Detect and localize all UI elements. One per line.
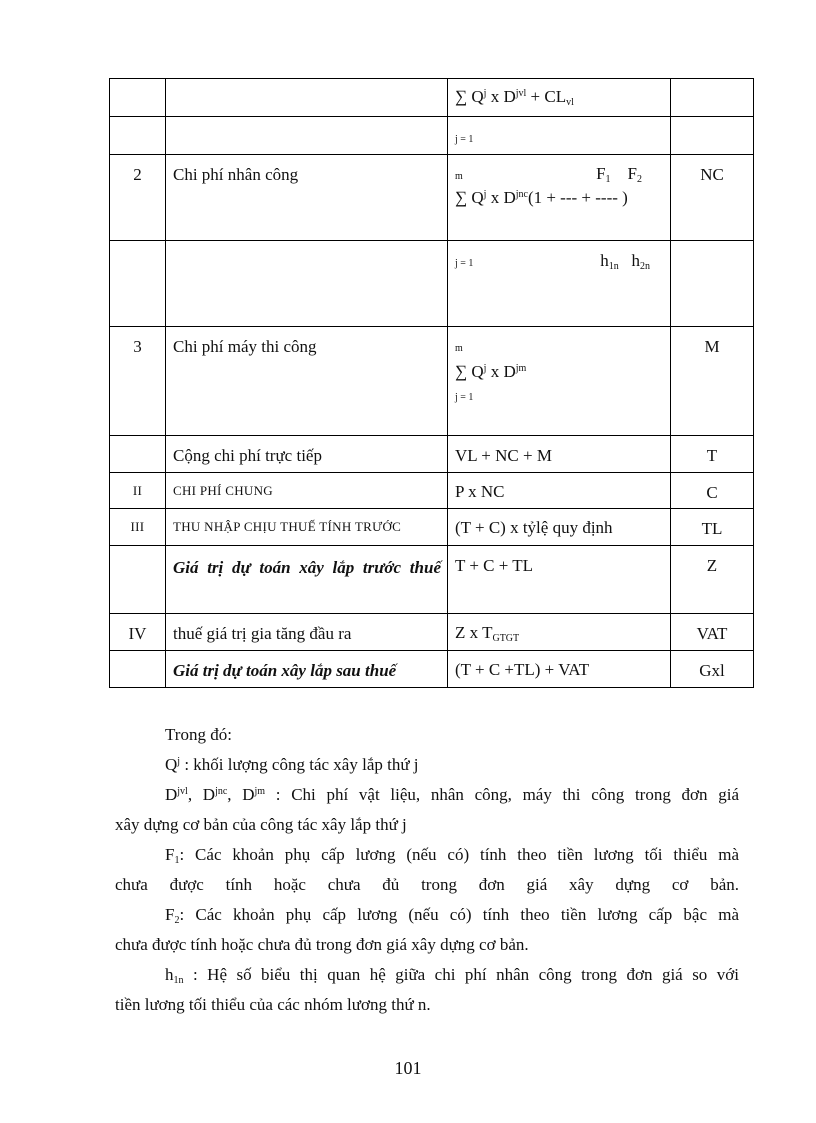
- row-description: CHI PHÍ CHUNG: [166, 473, 448, 509]
- table-row: [110, 614, 754, 651]
- note-d: $D^{jvl}$, $D^{jnc}$, $D^{jm}$ : Chi phí vật liệu, nhân công, máy thi công trong đơn giá: [165, 785, 739, 804]
- table-row: [110, 473, 754, 509]
- row-formula: VL + NC + M: [448, 436, 671, 473]
- table-row: [110, 651, 754, 688]
- row-description: thuế giá trị gia tăng đầu ra: [166, 614, 448, 651]
- row-number: IV: [110, 614, 166, 651]
- row-description: Chi phí máy thi công: [166, 327, 448, 436]
- table-row: [110, 117, 754, 155]
- note-h: $h_{1n}$ : Hệ số biểu thị quan hệ giữa chi phí nhân công trong đơn giá so với: [165, 965, 739, 986]
- note-f2-cont: chưa được tính hoặc chưa đủ trong đơn giá xây dựng cơ bản.: [115, 935, 529, 954]
- row-symbol: T: [671, 436, 754, 473]
- row-symbol: NC: [671, 155, 754, 241]
- row-symbol: Gxl: [671, 651, 754, 688]
- row-formula: (T + C +TL) + VAT: [448, 651, 671, 688]
- row-formula: (T + C) x tỷlệ quy định: [448, 509, 671, 546]
- row-symbol: VAT: [671, 614, 754, 651]
- row-number: [110, 546, 166, 614]
- note-f1: $F_1$: Các khoản phụ cấp lương (nếu có) tính theo tiền lương tối thiểu mà: [165, 845, 739, 866]
- table-row: [110, 509, 754, 546]
- notes-section: [115, 720, 739, 1020]
- row-number: 3: [110, 327, 166, 436]
- table-row: [110, 327, 754, 436]
- row-description: [166, 79, 448, 117]
- row-number: [110, 436, 166, 473]
- note-f1-cont: chưa được tính hoặc chưa đủ trong đơn giá xây dựng cơ bản.: [115, 875, 739, 894]
- row-number: II: [110, 473, 166, 509]
- table-row: [110, 436, 754, 473]
- row-formula: j = 1 $h_{1n}$ $h_{2n}$: [448, 241, 671, 327]
- table-row: [110, 241, 754, 327]
- row-formula: m ∑ $Q^j$ x $D^{jm}$ j = 1: [448, 327, 671, 436]
- row-description: Cộng chi phí trực tiếp: [166, 436, 448, 473]
- row-symbol: [671, 79, 754, 117]
- table-row: [110, 155, 754, 241]
- row-symbol: TL: [671, 509, 754, 546]
- row-formula: Z x $T_{GTGT}$: [448, 614, 671, 651]
- row-description: Giá trị dự toán xây lắp sau thuế: [166, 651, 448, 688]
- row-symbol: Z: [671, 546, 754, 614]
- row-symbol: M: [671, 327, 754, 436]
- row-symbol: C: [671, 473, 754, 509]
- row-description: Chi phí nhân công: [166, 155, 448, 241]
- row-description: THU NHẬP CHỊU THUẾ TÍNH TRƯỚC: [166, 509, 448, 546]
- row-formula: T + C + TL: [448, 546, 671, 614]
- note-h-cont: tiền lương tối thiểu của các nhóm lương thứ n.: [115, 995, 431, 1014]
- row-number: [110, 651, 166, 688]
- table-row: [110, 79, 754, 117]
- row-number: [110, 79, 166, 117]
- note-f2: $F_2$: Các khoản phụ cấp lương (nếu có) tính theo tiền lương cấp bậc mà: [165, 905, 739, 926]
- row-number: 2: [110, 155, 166, 241]
- row-formula: P x NC: [448, 473, 671, 509]
- cost-table: [109, 78, 754, 688]
- note-d-cont: xây dựng cơ bản của công tác xây lắp thứ j: [115, 815, 407, 834]
- row-formula: j = 1: [448, 117, 671, 155]
- note-q: $Q^j$ : khối lượng công tác xây lắp thứ j: [165, 755, 419, 774]
- table-row: [110, 546, 754, 614]
- notes-intro: Trong đó:: [165, 725, 232, 744]
- row-formula: m $F_1$ $F_2$ ∑ $Q^j$ x $D^{jnc}(1$ + --- + ---- ): [448, 155, 671, 241]
- row-formula: ∑ $Q^j$ x $D^{jvl} + CL_{vl}$: [448, 79, 671, 117]
- page-number: 101: [394, 1058, 422, 1078]
- row-number: III: [110, 509, 166, 546]
- row-description: Giá trị dự toán xây lắp trước thuế: [166, 546, 448, 614]
